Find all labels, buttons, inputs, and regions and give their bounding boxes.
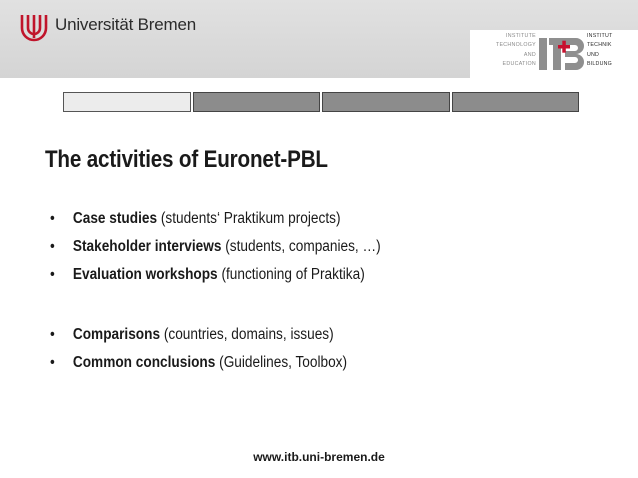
university-name: Universität Bremen: [55, 15, 196, 34]
bullet-term: Stakeholder interviews: [72, 238, 222, 255]
slide-title: The activities of Euronet-PBL: [45, 146, 328, 173]
bullet-icon: •: [50, 238, 55, 255]
itb-german-text: INSTITUT TECHNIK UND BILDUNG: [587, 33, 613, 68]
list-item: [50, 354, 347, 372]
section-tabs: [63, 92, 579, 112]
section-tab-4[interactable]: [452, 92, 580, 112]
itb-english-text: INSTITUTE TECHNOLOGY AND EDUCATION: [495, 33, 536, 68]
section-tab-2[interactable]: [193, 92, 321, 112]
bullet-term: Common conclusions: [72, 354, 216, 371]
bullet-icon: •: [50, 354, 55, 371]
section-tab-1[interactable]: [63, 92, 191, 112]
list-item: [50, 238, 381, 256]
header-bar: [0, 0, 638, 78]
bullet-term: Comparisons: [72, 326, 161, 343]
section-tab-3[interactable]: [322, 92, 450, 112]
bullet-icon: •: [50, 210, 55, 227]
bullet-detail: (students‘ Praktikum projects): [157, 210, 341, 227]
bullet-detail: (Guidelines, Toolbox): [215, 354, 348, 371]
list-item: [50, 326, 334, 344]
bullet-icon: •: [50, 326, 55, 343]
footer-url[interactable]: www.itb.uni-bremen.de: [253, 450, 385, 464]
university-logo-icon: [18, 12, 50, 44]
bullet-detail: (functioning of Praktika): [217, 266, 365, 283]
list-item: [50, 266, 365, 284]
bullet-term: Evaluation workshops: [72, 266, 218, 283]
itb-logo: [470, 30, 638, 78]
bullet-detail: (students, companies, …): [221, 238, 381, 255]
bullet-detail: (countries, domains, issues): [160, 326, 334, 343]
bullet-icon: •: [50, 266, 55, 283]
itb-mark-icon: [538, 34, 586, 74]
list-item: [50, 210, 340, 228]
bullet-term: Case studies: [72, 210, 158, 227]
